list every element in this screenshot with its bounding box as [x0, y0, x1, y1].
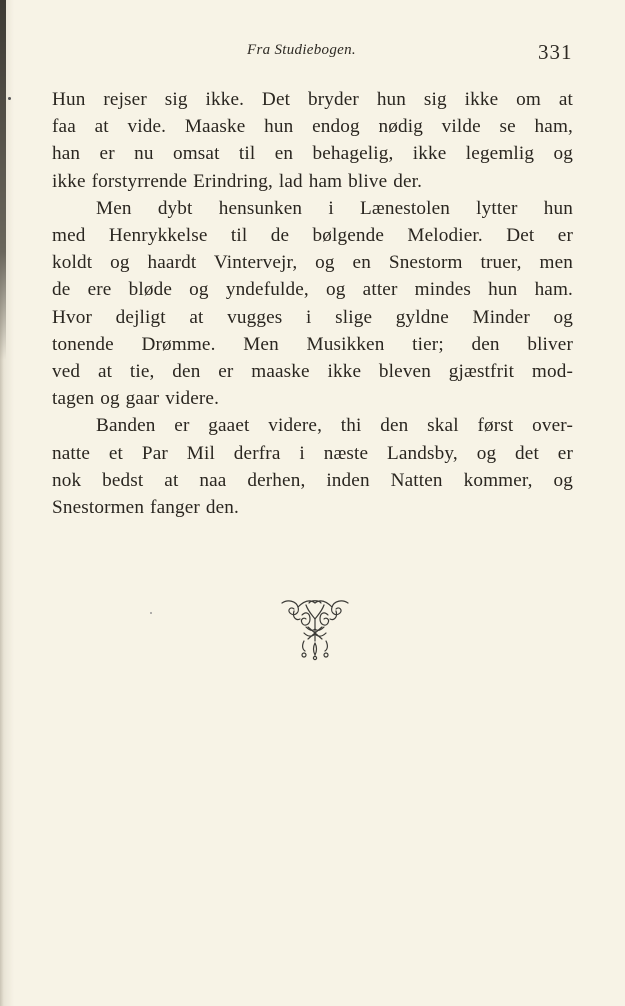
text-line: Hvor dejligt at vugges i slige gyldne Minder og [52, 306, 573, 328]
text-line: koldt og haardt Vintervejr, og en Snestorm truer, men [52, 252, 573, 274]
text-line: tonende Drømme. Men Musikken tier; den bliver [52, 333, 573, 355]
text-line: nok bedst at naa derhen, inden Natten kommer, og [52, 469, 573, 491]
paragraph-1 [52, 86, 573, 195]
page-number: 331 [538, 40, 573, 64]
margin-mark [8, 97, 11, 100]
text-line: de ere bløde og yndefulde, og atter mindes hun ham. [52, 279, 573, 301]
body-text [52, 86, 573, 521]
text-line: han er nu omsat til en behagelig, ikke legemlig og [52, 143, 573, 165]
text-line: Men dybt hensunken i Lænestolen lytter hun [96, 197, 573, 219]
running-head [0, 40, 625, 64]
text-line: ikke forstyrrende Erindring, lad ham blive der. [52, 170, 423, 192]
text-line: med Henrykkelse til de bølgende Melodier. Det er [52, 225, 573, 247]
running-title: Fra Studiebogen. [247, 42, 356, 58]
text-line: ved at tie, den er maaske ikke bleven gjæstfrit mod- [52, 361, 573, 383]
text-line: Banden er gaaet videre, thi den skal først over- [96, 415, 573, 437]
text-line: tagen og gaar videre. [52, 388, 220, 410]
paragraph-3 [52, 412, 573, 521]
paragraph-2 [52, 195, 573, 413]
text-line: faa at vide. Maaske hun endog nødig vilde se ham, [52, 116, 573, 138]
text-line: Snestormen fanger den. [52, 497, 239, 519]
text-line: Hun rejser sig ikke. Det bryder hun sig ikke om at [52, 89, 573, 110]
floral-vignette-icon [278, 597, 352, 661]
paper-speck [150, 612, 152, 614]
text-line: natte et Par Mil derfra i næste Landsby, og det er [52, 442, 573, 464]
